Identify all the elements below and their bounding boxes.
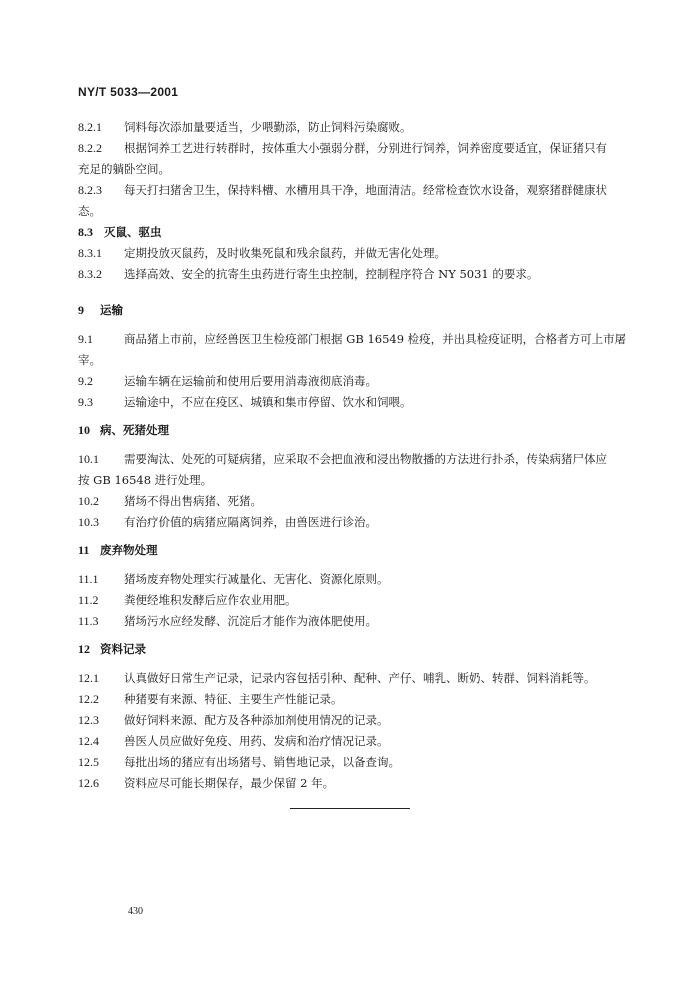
clause-text: 兽医人员应做好免疫、用药、发病和治疗情况记录。: [124, 734, 389, 748]
heading-9: [78, 300, 638, 321]
clause-10-3: [78, 512, 638, 533]
heading-11: [78, 540, 638, 561]
clause-9-2: [78, 371, 638, 392]
section-title: 废弃物处理: [100, 543, 158, 557]
clause-text: 根据饲养工艺进行转群时，按体重大小强弱分群，分别进行饲养，饲养密度要适宜，保证猪只有: [124, 141, 607, 155]
clause-number: 12.6: [78, 776, 99, 790]
clause-number: 8.3.2: [78, 267, 102, 281]
clause-number: 10.3: [78, 515, 99, 529]
clause-12-4: [78, 731, 638, 752]
clause-number: 12.1: [78, 671, 99, 685]
clause-8-3-2: [78, 264, 638, 285]
clause-8-2-1: [78, 117, 638, 138]
clause-number: 8.3.1: [78, 246, 102, 260]
clause-8-3-1: [78, 243, 638, 264]
page-number: 430: [128, 906, 143, 917]
clause-text: 认真做好日常生产记录，记录内容包括引种、配种、产仔、哺乳、断奶、转群、饲料消耗等。: [124, 671, 596, 685]
end-rule-divider: [290, 808, 410, 809]
section-number: 9: [78, 303, 84, 317]
clause-number: 10.2: [78, 494, 99, 508]
clause-text-continued: 充足的躺卧空间。: [78, 162, 170, 176]
clause-number: 8.2.3: [78, 183, 102, 197]
clause-text: 种猪要有来源、特征、主要生产性能记录。: [124, 692, 343, 706]
clause-text: 运输车辆在运输前和使用后要用消毒液彻底消毒。: [124, 374, 377, 388]
clause-12-6: [78, 773, 638, 794]
clause-9-3: [78, 392, 638, 413]
clause-number: 12.2: [78, 692, 99, 706]
standard-code-header: NY/T 5033—2001: [78, 85, 179, 99]
clause-text: 运输途中，不应在疫区、城镇和集市停留、饮水和饲喂。: [124, 395, 412, 409]
clause-number: 12.4: [78, 734, 99, 748]
clause-text: 商品猪上市前，应经兽医卫生检疫部门根据 GB 16549 检疫，并出具检疫证明，合格者方可上市屠: [124, 332, 627, 346]
clause-11-1: [78, 569, 638, 590]
clause-12-3: [78, 710, 638, 731]
clause-number: 11.1: [78, 572, 99, 586]
section-number: 11: [78, 543, 90, 557]
clause-12-2: [78, 689, 638, 710]
clause-text-continued: 按 GB 16548 进行处理。: [78, 473, 213, 487]
clause-number: 10.1: [78, 452, 99, 466]
clause-number: 9.3: [78, 395, 93, 409]
clause-10-1: [78, 449, 638, 491]
section-title: 运输: [100, 303, 123, 317]
clause-number: 8.2.2: [78, 141, 102, 155]
section-title: 病、死猪处理: [100, 423, 169, 437]
clause-11-2: [78, 590, 638, 611]
clause-text: 有治疗价值的病猪应隔离饲养，由兽医进行诊治。: [124, 515, 377, 529]
clause-text-continued: 宰。: [78, 353, 101, 367]
clause-text: 猪场污水应经发酵、沉淀后才能作为液体肥使用。: [124, 614, 377, 628]
clause-number: 11.2: [78, 593, 99, 607]
clause-11-3: [78, 611, 638, 632]
clause-text: 饲料每次添加量要适当，少喂勤添，防止饲料污染腐败。: [124, 120, 412, 134]
clause-text-continued: 态。: [78, 204, 101, 218]
section-number: 12: [78, 642, 90, 656]
clause-number: 9.2: [78, 374, 93, 388]
clause-text: 粪便经堆积发酵后应作农业用肥。: [124, 593, 297, 607]
clause-number: 12.3: [78, 713, 99, 727]
clause-12-1: [78, 668, 638, 689]
clause-number: 8.2.1: [78, 120, 102, 134]
clause-number: 11.3: [78, 614, 99, 628]
clause-text: 选择高效、安全的抗寄生虫药进行寄生虫控制，控制程序符合 NY 5031 的要求。: [124, 267, 539, 281]
clause-9-1: [78, 329, 638, 371]
clause-text: 定期投放灭鼠药，及时收集死鼠和残余鼠药，并做无害化处理。: [124, 246, 446, 260]
clause-text: 需要淘汰、处死的可疑病猪，应采取不会把血液和浸出物散播的方法进行扑杀，传染病猪尸体应: [124, 452, 607, 466]
heading-8-3: [78, 222, 638, 243]
clause-text: 做好饲料来源、配方及各种添加剂使用情况的记录。: [124, 713, 389, 727]
clause-text: 每批出场的猪应有出场猪号、销售地记录，以备查询。: [124, 755, 400, 769]
clause-text: 猪场废弃物处理实行减量化、无害化、资源化原则。: [124, 572, 389, 586]
clause-number: 12.5: [78, 755, 99, 769]
section-title: 灭鼠、驱虫: [104, 225, 162, 239]
clause-10-2: [78, 491, 638, 512]
clause-number: 9.1: [78, 332, 93, 346]
clause-text: 资料应尽可能长期保存，最少保留 2 年。: [124, 776, 335, 790]
heading-10: [78, 420, 638, 441]
section-number: 10: [78, 423, 90, 437]
clause-8-2-3: [78, 180, 638, 222]
heading-12: [78, 639, 638, 660]
clause-8-2-2: [78, 138, 638, 180]
clause-text: 猪场不得出售病猪、死猪。: [124, 494, 262, 508]
section-number: 8.3: [78, 225, 93, 239]
clause-12-5: [78, 752, 638, 773]
section-title: 资料记录: [100, 642, 146, 656]
clause-text: 每天打扫猪舍卫生，保持料槽、水槽用具干净，地面清洁。经常检查饮水设备，观察猪群健康状: [124, 183, 607, 197]
